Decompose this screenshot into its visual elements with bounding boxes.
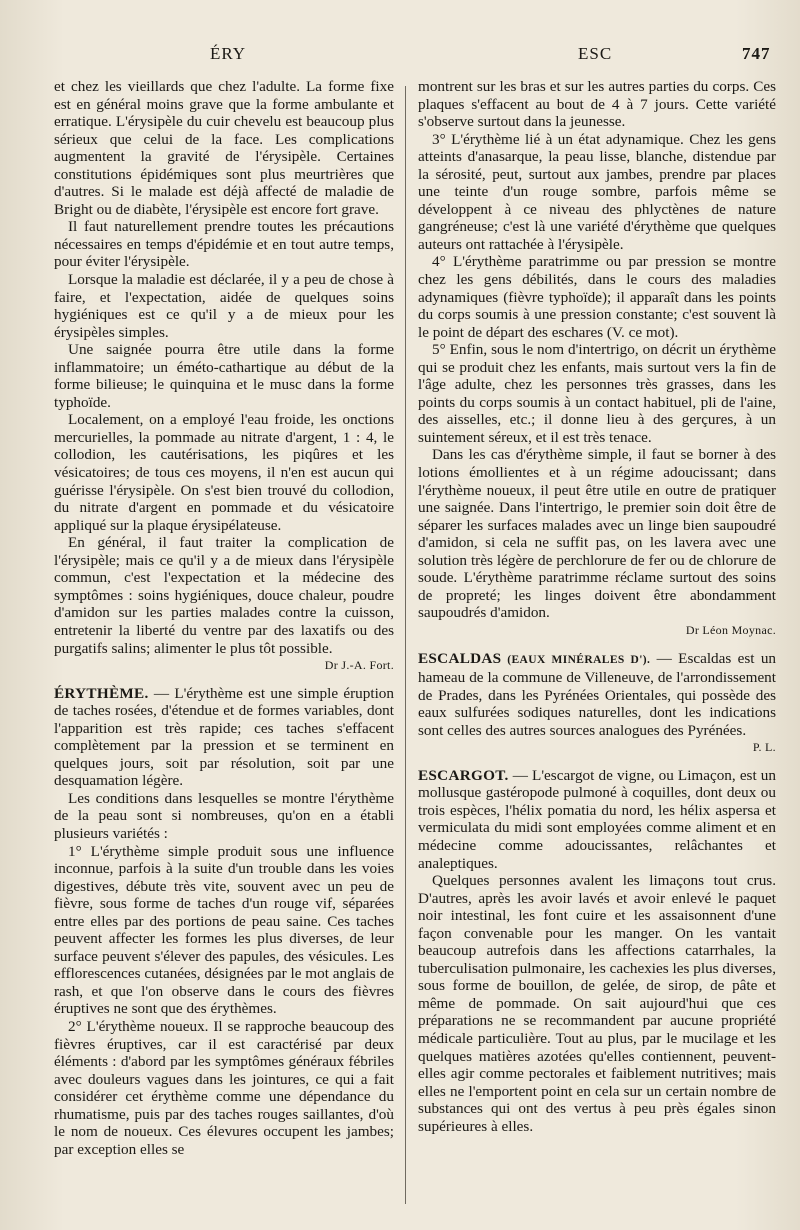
- paragraph: Une saignée pourra être utile dans la forme inflammatoire; un éméto-cathartique au début de la forme bilieuse; le quinquina et le musc dans la forme typhoïde.: [54, 341, 394, 411]
- entry-escaldas: [418, 650, 776, 740]
- entry-escargot: [418, 767, 776, 872]
- entry-text: — L'érythème est une simple éruption de taches rosées, d'étendue et de formes variables, dont l'apparition est très rapide; ces taches s'effacent complètement par la pression et se terminent en quelques jours, soit par résolution, soit par une desquamation légère.: [54, 684, 394, 790]
- running-head-left: ÉRY: [210, 44, 247, 63]
- paragraph: montrent sur les bras et sur les autres parties du corps. Ces plaques s'effacent au bout de 4 à 7 jours. Cette variété s'observe surtout dans la jeunesse.: [418, 78, 776, 131]
- entry-text: — L'escargot de vigne, ou Limaçon, est un mollusque gastéropode pulmoné à coquilles, dont deux ou trois espèces, l'hélix pomatia du nord, les hélix aspersa et vermiculata du midi sont employées comme aliment et en médecine comme adoucissantes, relâchantes et analeptiques.: [418, 766, 776, 872]
- entry-spacer: [54, 675, 394, 685]
- entry-heading: ESCALDAS: [418, 649, 502, 667]
- entry-text: — Escaldas est un hameau de la commune de Villeneuve, de l'arrondissement de Prades, dans les Pyrénées Orientales, qui possède des eaux sulfurées sodiques naturelles, dont les indications sont celles des autres sources analogues des Pyrénées.: [418, 649, 776, 739]
- entry-erytheme: [54, 685, 394, 790]
- paragraph: Les conditions dans lesquelles se montre l'érythème de la peau sont si nombreuses, qu'on en a établi plusieurs variétés :: [54, 789, 394, 842]
- paragraph: 4° L'érythème paratrimme ou par pression se montre chez les gens débilités, dans le cours des maladies adynamiques (fièvre typhoïde); il apparaît dans les points du corps soumis à une pression constante; c'est souvent là le point de départ des eschares (V. ce mot).: [418, 253, 776, 341]
- author-signature: Dr Léon Moynac.: [685, 622, 776, 637]
- entry-spacer: [418, 640, 776, 650]
- entry-subheading: (EAUX MINÉRALES D').: [501, 653, 651, 666]
- entry-spacer: [418, 757, 776, 767]
- paragraph: et chez les vieillards que chez l'adulte. La forme fixe est en général moins grave que la forme ambulante et erratique. L'érysipèle du cuir chevelu est beaucoup plus sérieux que celui de la face. Les complications augmentent la gravité de l'érysipèle. Certaines constitutions épidémiques sont plus meurtrières que d'autres. Si le malade est déjà affecté de maladie de Bright ou de diabète, l'érysipèle est encore fort grave.: [54, 78, 394, 218]
- paragraph: Dans les cas d'érythème simple, il faut se borner à des lotions émollientes et à un régime adoucissant; dans l'érythème noueux, il peut être utile en outre de pratiquer une saignée. Dans l'intertrigo, le premier soin doit être de séparer les surfaces malades avec un linge bien saupoudré d'amidon, si cela ne suffit pas, on les lavera avec une solution très légère de perchlorure de fer ou de chlorure de soude. L'érythème paratrimme réclame surtout des soins de propreté; les linges doivent être abondamment saupoudrés d'amidon.: [418, 446, 776, 622]
- paragraph: En général, il faut traiter la complication de l'érysipèle; mais ce qu'il y a de mieux dans l'érysipèle commun, c'est l'expectation et la médecine des symptômes : soins hygiéniques, douce chaleur, poudre d'amidon sur les parties malades contre la cuisson, entretenir la liberté du ventre par des laxatifs ou des purgatifs salins; alimenter le plus tôt possible.: [54, 534, 394, 657]
- paragraph: 3° L'érythème lié à un état adynamique. Chez les gens atteints d'anasarque, la peau lisse, blanche, distendue par la sérosité, peut, surtout aux jambes, prendre par places une teinte d'un rouge sombre, parfois même se développent à ce niveau des phlyctènes de nature gangréneuse; c'est là une variété d'érythème que quelques auteurs ont rattachée à l'érysipèle.: [418, 130, 776, 253]
- right-column: [418, 78, 776, 1208]
- author-signature: Dr J.-A. Fort.: [324, 658, 394, 673]
- running-head: [0, 44, 800, 72]
- entry-heading: ÉRYTHÈME.: [54, 684, 149, 702]
- entry-heading: ESCARGOT.: [418, 766, 509, 784]
- running-head-right: ESC: [578, 44, 613, 63]
- paragraph: Lorsque la maladie est déclarée, il y a peu de chose à faire, et l'expectation, aidée de quelques soins hygiéniques est ce qu'il y a de mieux pour les érysipèles simples.: [54, 271, 394, 341]
- paragraph: 1° L'érythème simple produit sous une influence inconnue, parfois à la suite d'un trouble dans les voies digestives, débute très vite, souvent avec un peu de fièvre, sous forme de taches d'un rouge vif, séparées entre elles par des portions de peau saine. Ces taches peuvent affecter les formes les plus diverses, de leur surface peuvent s'élever des papules, des vésicules. Les efflorescences cutanées, désignées par le mot anglais de rash, et que l'on observe dans le cours des fièvres éruptives ne sont que des érythèmes.: [54, 842, 394, 1018]
- author-signature: P. L.: [752, 740, 776, 755]
- paragraph: 2° L'érythème noueux. Il se rapproche beaucoup des fièvres éruptives, car il est caractérisé par deux éléments : d'abord par les symptômes généraux fébriles avec douleurs vagues dans les jointures, ce qui a fait considérer cet érythème comme une dépendance du rhumatisme, puis par des taches rouges saillantes, d'où le nom de noueux. Ces élevures occupent les jambes; par exception elles se: [54, 1017, 394, 1158]
- paragraph: Localement, on a employé l'eau froide, les onctions mercurielles, la pommade au nitrate d'argent, 1 : 4, le collodion, les cautérisations, les piqûres et les vésicatoires; de tous ces moyens, il n'en est aucun qui guérisse l'érysipèle. On s'est bien trouvé du collodion, du nitrate d'argent en pommade et du vésicatoire appliqué sur la plaque érysipélateuse.: [54, 411, 394, 534]
- paragraph: Il faut naturellement prendre toutes les précautions nécessaires en temps d'épidémie et en tout autre temps, pour éviter l'érysipèle.: [54, 218, 394, 271]
- page-number: 747: [742, 44, 771, 63]
- paragraph: 5° Enfin, sous le nom d'intertrigo, on décrit un érythème qui se produit chez les enfants, mais surtout vers la fin de l'âge adulte, chez les personnes très grasses, dans les points du corps soumis à un contact habituel, pli de l'aine, des aisselles, etc.; il donne lieu à des gerçures, à un suintement séreux, et il est très tenace.: [418, 341, 776, 446]
- left-column: [54, 78, 394, 1208]
- paragraph: Quelques personnes avalent les limaçons tout crus. D'autres, après les avoir lavés et avoir enlevé le paquet noir intestinal, les font cuire et les assaisonnent d'une façon convenable pour les manger. On les vantait beaucoup autrefois dans les affections catarrhales, la tuberculisation pulmonaire, les cachexies les plus diverses, sous forme de bouillon, de gelée, de sirop, de pâte et même de pommade. On sait aujourd'hui que ces préparations ne se recommandent par aucune propriété médicale particulière. Tout au plus, par le mucilage et les quelques matières azotées qu'elles contiennent, peuvent-elles agir comme pectorales et faiblement nutritives; mais elles ne l'emportent point en cela sur un certain nombre de substances qui ont des vertus à peu près égales sinon supérieures à elles.: [418, 872, 776, 1135]
- column-divider: [405, 86, 406, 1204]
